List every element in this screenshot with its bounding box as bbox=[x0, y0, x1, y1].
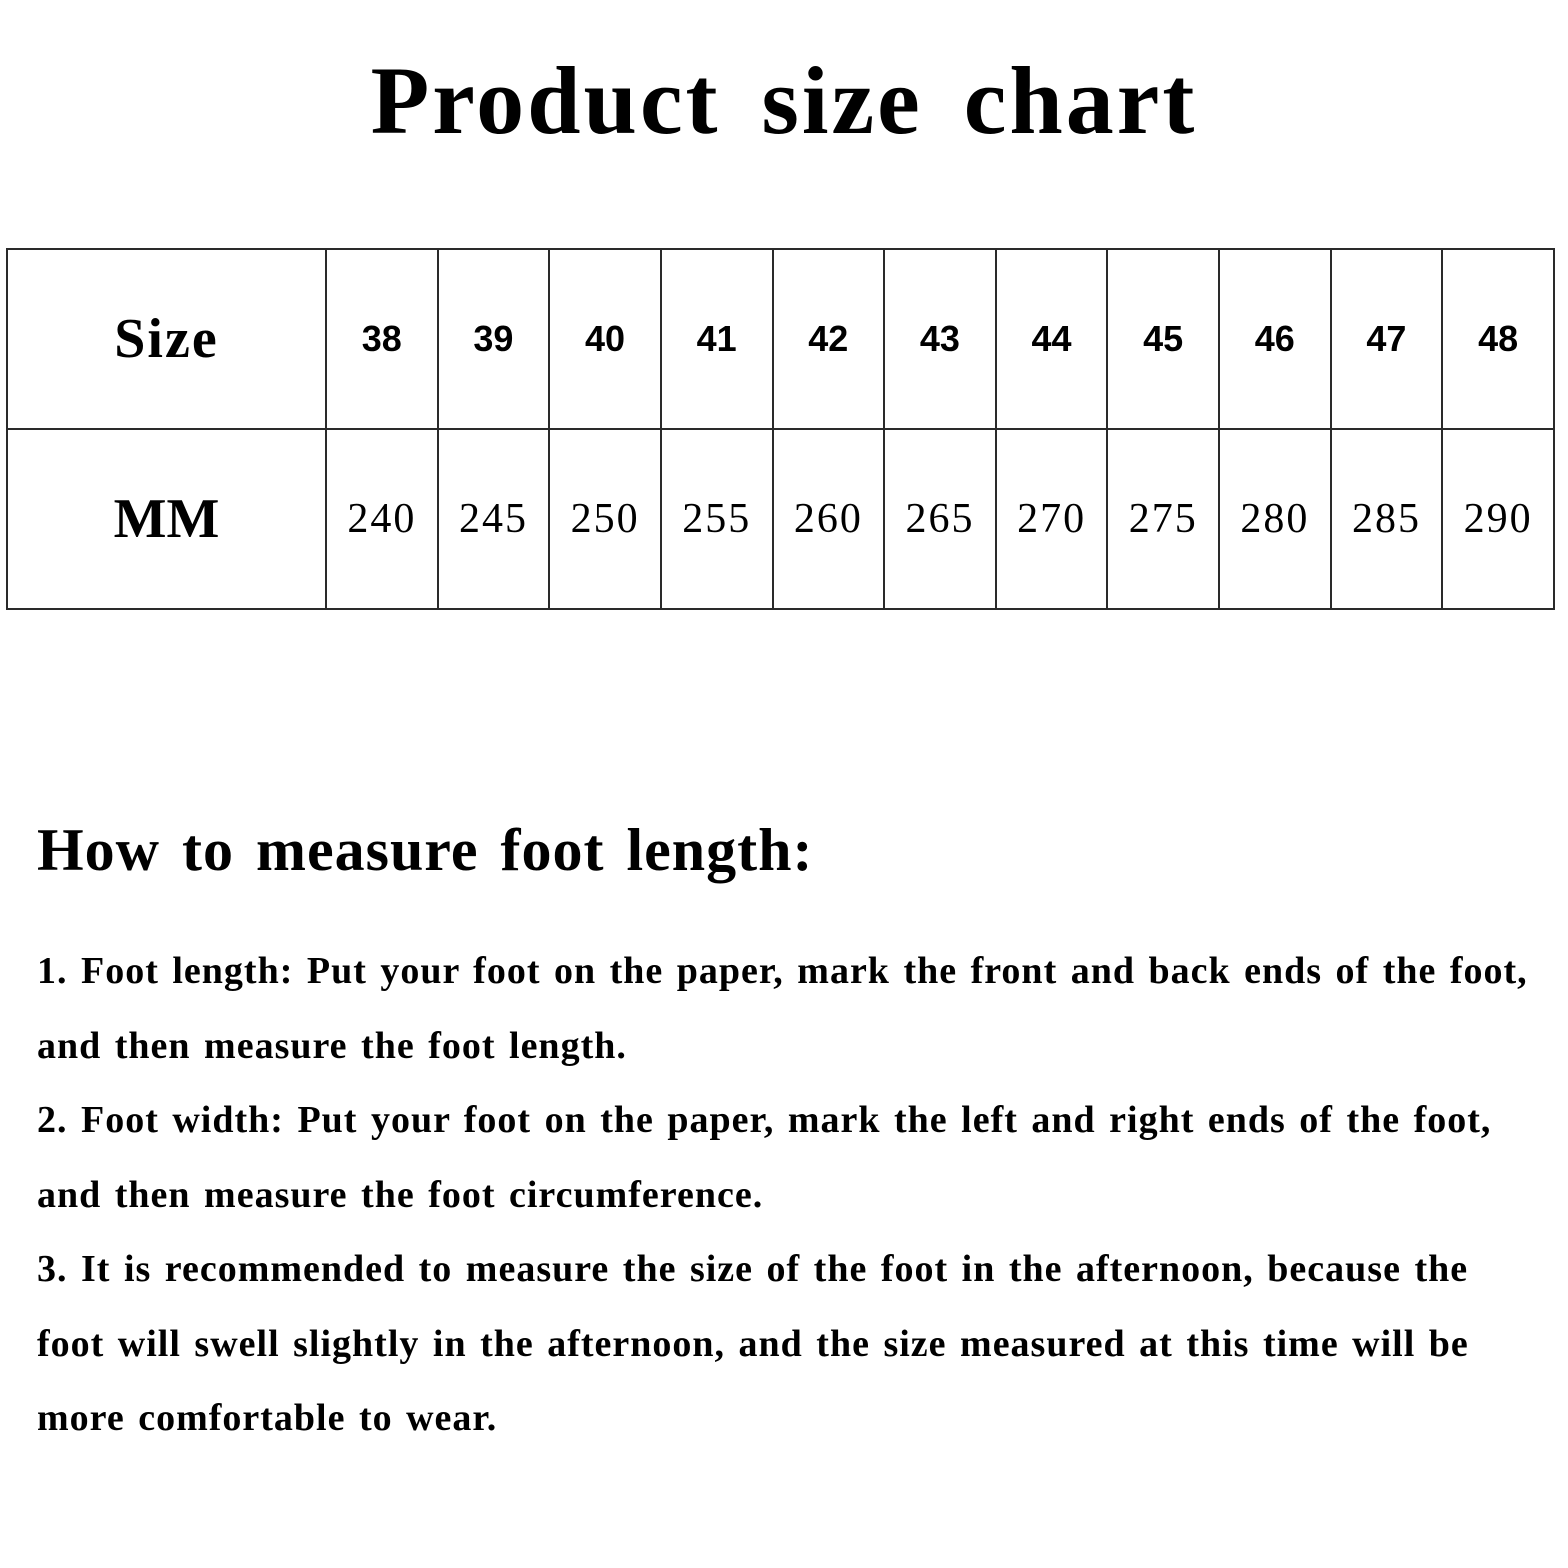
mm-cell: 240 bbox=[326, 429, 438, 609]
mm-cell: 290 bbox=[1442, 429, 1554, 609]
size-cell: 42 bbox=[773, 249, 885, 429]
size-cell: 43 bbox=[884, 249, 996, 429]
mm-cell: 265 bbox=[884, 429, 996, 609]
mm-cell: 260 bbox=[773, 429, 885, 609]
instruction-step: 1. Foot length: Put your foot on the paper, mark the front and back ends of the foot, and then measure the foot length. bbox=[37, 950, 1528, 1067]
size-cell: 48 bbox=[1442, 249, 1554, 429]
size-row-label: Size bbox=[7, 249, 326, 429]
instruction-step: 3. It is recommended to measure the size of the foot in the afternoon, because the foot will swell slightly in the afternoon, and the size measured at this time will be more comfortable to wear. bbox=[37, 1248, 1469, 1439]
mm-row-label: MM bbox=[7, 429, 326, 609]
size-chart-table bbox=[6, 248, 1555, 610]
mm-cell: 255 bbox=[661, 429, 773, 609]
page-title: Product size chart bbox=[370, 47, 1198, 154]
mm-cell: 285 bbox=[1331, 429, 1443, 609]
measure-instructions bbox=[37, 934, 1537, 1456]
mm-cell: 280 bbox=[1219, 429, 1331, 609]
size-cell: 44 bbox=[996, 249, 1108, 429]
measure-heading: How to measure foot length: bbox=[37, 817, 814, 883]
size-cell: 46 bbox=[1219, 249, 1331, 429]
mm-cell: 250 bbox=[549, 429, 661, 609]
mm-cell: 275 bbox=[1107, 429, 1219, 609]
mm-row bbox=[7, 429, 1554, 609]
size-cell: 47 bbox=[1331, 249, 1443, 429]
size-cell: 39 bbox=[438, 249, 550, 429]
size-cell: 40 bbox=[549, 249, 661, 429]
mm-cell: 270 bbox=[996, 429, 1108, 609]
size-row bbox=[7, 249, 1554, 429]
size-cell: 41 bbox=[661, 249, 773, 429]
size-cell: 45 bbox=[1107, 249, 1219, 429]
instruction-step: 2. Foot width: Put your foot on the paper, mark the left and right ends of the foot, and then measure the foot circumference. bbox=[37, 1099, 1492, 1216]
mm-cell: 245 bbox=[438, 429, 550, 609]
size-cell: 38 bbox=[326, 249, 438, 429]
